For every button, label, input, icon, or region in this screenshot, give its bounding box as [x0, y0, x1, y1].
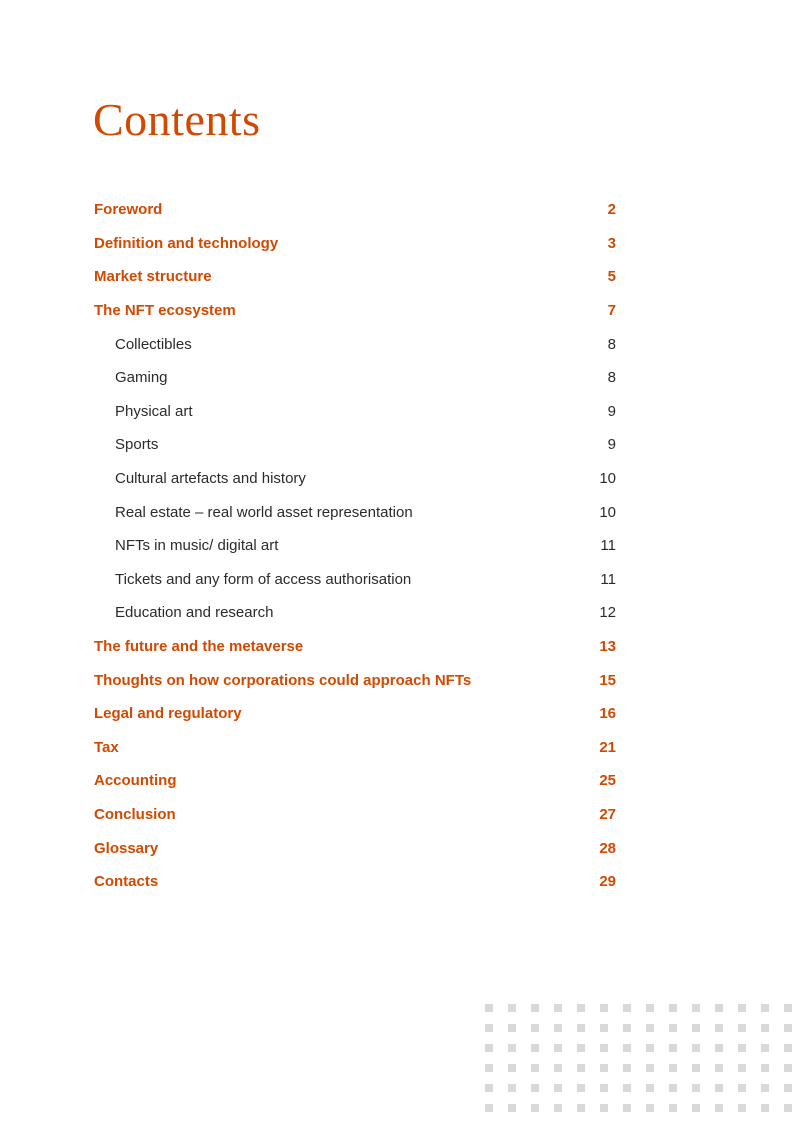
dot-square	[623, 1044, 631, 1052]
dot-square	[485, 1024, 493, 1032]
toc-entry[interactable]	[94, 361, 616, 395]
toc-entry-page-number: 29	[599, 873, 616, 891]
toc-entry-label[interactable]: Collectibles	[115, 335, 192, 353]
dot-square	[761, 1104, 769, 1112]
toc-entry-page-number: 2	[607, 201, 616, 219]
dot-square	[554, 1064, 562, 1072]
toc-entry-page-number: 11	[600, 537, 616, 555]
dot-square	[577, 1044, 585, 1052]
dot-square	[485, 1084, 493, 1092]
dot-square	[554, 1024, 562, 1032]
dot-square	[600, 1024, 608, 1032]
dot-square	[715, 1084, 723, 1092]
dot-square	[508, 1084, 516, 1092]
toc-entry[interactable]	[94, 798, 616, 832]
dot-square	[646, 1104, 654, 1112]
toc-entry-page-number: 3	[607, 234, 616, 252]
toc-entry-page-number: 8	[607, 335, 616, 353]
dot-grid-decoration	[485, 1004, 792, 1112]
dot-square	[761, 1064, 769, 1072]
dot-square	[485, 1044, 493, 1052]
dot-square	[738, 1004, 746, 1012]
toc-entry-page-number: 9	[607, 402, 616, 420]
toc-entry[interactable]	[94, 495, 616, 529]
dot-square	[577, 1064, 585, 1072]
table-of-contents	[94, 193, 616, 898]
dot-square	[508, 1044, 516, 1052]
dot-square	[531, 1004, 539, 1012]
toc-entry-label[interactable]: Definition and technology	[94, 234, 279, 252]
dot-square	[646, 1004, 654, 1012]
toc-entry-label[interactable]: Physical art	[115, 402, 193, 420]
dot-square	[692, 1064, 700, 1072]
dot-square	[554, 1044, 562, 1052]
dot-square	[623, 1104, 631, 1112]
toc-entry-label[interactable]: Contacts	[94, 873, 159, 891]
dot-square	[485, 1064, 493, 1072]
toc-entry-label[interactable]: Market structure	[94, 268, 212, 286]
dot-square	[646, 1044, 654, 1052]
toc-entry-label[interactable]: Conclusion	[94, 805, 176, 823]
toc-entry-label[interactable]: Tax	[94, 738, 119, 756]
dot-square	[692, 1104, 700, 1112]
dot-square	[531, 1044, 539, 1052]
dot-square	[577, 1004, 585, 1012]
dot-square	[669, 1104, 677, 1112]
toc-entry-label[interactable]: Glossary	[94, 839, 159, 857]
dot-square	[738, 1064, 746, 1072]
dot-square	[577, 1084, 585, 1092]
toc-entry[interactable]	[94, 865, 616, 899]
toc-entry-label[interactable]: Thoughts on how corporations could approach NFTs	[94, 671, 472, 689]
dot-square	[761, 1084, 769, 1092]
dot-square	[623, 1024, 631, 1032]
dot-square	[554, 1104, 562, 1112]
toc-entry-label[interactable]: Real estate – real world asset representation	[115, 503, 413, 521]
dot-square	[600, 1084, 608, 1092]
dot-square	[485, 1004, 493, 1012]
dot-square	[600, 1104, 608, 1112]
dot-square	[508, 1004, 516, 1012]
dot-square	[761, 1024, 769, 1032]
dot-square	[646, 1024, 654, 1032]
dot-square	[761, 1044, 769, 1052]
toc-entry[interactable]	[94, 395, 616, 429]
toc-entry-page-number: 9	[607, 436, 616, 454]
dot-square	[692, 1024, 700, 1032]
toc-entry[interactable]	[94, 630, 616, 664]
toc-entry[interactable]	[94, 529, 616, 563]
dot-square	[669, 1024, 677, 1032]
dot-square	[669, 1064, 677, 1072]
toc-entry-label[interactable]: The future and the metaverse	[94, 638, 304, 656]
dot-square	[715, 1044, 723, 1052]
dot-square	[623, 1064, 631, 1072]
page-title: Contents	[93, 94, 261, 145]
dot-square	[692, 1004, 700, 1012]
toc-entry-label[interactable]: Tickets and any form of access authorisation	[115, 570, 412, 588]
toc-entry[interactable]	[94, 697, 616, 731]
toc-entry[interactable]	[94, 731, 616, 765]
toc-entry-label[interactable]: NFTs in music/ digital art	[115, 537, 279, 555]
dot-square	[554, 1084, 562, 1092]
dot-square	[761, 1004, 769, 1012]
toc-entry[interactable]	[94, 428, 616, 462]
dot-square	[784, 1064, 792, 1072]
dot-square	[738, 1044, 746, 1052]
dot-square	[623, 1004, 631, 1012]
dot-square	[577, 1024, 585, 1032]
dot-square	[784, 1044, 792, 1052]
toc-entry-label[interactable]: Education and research	[115, 604, 274, 622]
toc-entry[interactable]	[94, 831, 616, 865]
toc-entry[interactable]	[94, 227, 616, 261]
dot-square	[600, 1044, 608, 1052]
toc-entry[interactable]	[94, 663, 616, 697]
dot-square	[784, 1084, 792, 1092]
dot-square	[531, 1084, 539, 1092]
toc-entry[interactable]	[94, 327, 616, 361]
toc-entry[interactable]	[94, 260, 616, 294]
toc-entry-page-number: 15	[599, 671, 616, 689]
toc-entry-page-number: 21	[599, 738, 616, 756]
dot-square	[738, 1024, 746, 1032]
toc-entry-label[interactable]: Cultural artefacts and history	[115, 470, 306, 488]
toc-entry[interactable]	[94, 462, 616, 496]
toc-entry-page-number: 28	[599, 839, 616, 857]
dot-square	[715, 1104, 723, 1112]
toc-entry-label[interactable]: Gaming	[115, 369, 168, 387]
dot-square	[554, 1004, 562, 1012]
toc-entry[interactable]	[94, 563, 616, 597]
toc-entry-page-number: 11	[600, 570, 616, 588]
toc-entry[interactable]	[94, 294, 616, 328]
dot-square	[784, 1004, 792, 1012]
toc-entry-page-number: 12	[599, 604, 616, 622]
dot-square	[508, 1064, 516, 1072]
dot-square	[577, 1104, 585, 1112]
toc-entry-page-number: 10	[599, 470, 616, 488]
toc-entry-label[interactable]: The NFT ecosystem	[94, 302, 236, 320]
dot-square	[738, 1104, 746, 1112]
dot-square	[485, 1104, 493, 1112]
toc-entry-page-number: 16	[599, 705, 616, 723]
dot-square	[508, 1104, 516, 1112]
toc-entry-page-number: 7	[607, 302, 616, 320]
toc-entry[interactable]	[94, 596, 616, 630]
dot-square	[692, 1084, 700, 1092]
toc-entry[interactable]	[94, 193, 616, 227]
dot-square	[715, 1024, 723, 1032]
toc-entry-page-number: 27	[599, 805, 616, 823]
dot-square	[600, 1004, 608, 1012]
dot-square	[669, 1044, 677, 1052]
dot-square	[669, 1004, 677, 1012]
dot-square	[623, 1084, 631, 1092]
toc-entry-page-number: 25	[599, 772, 616, 790]
dot-square	[531, 1064, 539, 1072]
toc-entry-page-number: 10	[599, 503, 616, 521]
dot-square	[715, 1004, 723, 1012]
dot-square	[600, 1064, 608, 1072]
toc-entry-label[interactable]: Sports	[115, 436, 159, 454]
toc-entry-label[interactable]: Legal and regulatory	[94, 705, 242, 723]
dot-square	[646, 1064, 654, 1072]
toc-entry-page-number: 8	[607, 369, 616, 387]
dot-square	[531, 1104, 539, 1112]
dot-square	[646, 1084, 654, 1092]
dot-square	[784, 1104, 792, 1112]
toc-entry-label[interactable]: Accounting	[94, 772, 177, 790]
dot-square	[669, 1084, 677, 1092]
dot-square	[715, 1064, 723, 1072]
dot-square	[531, 1024, 539, 1032]
toc-entry-page-number: 13	[599, 638, 616, 656]
dot-square	[508, 1024, 516, 1032]
dot-square	[738, 1084, 746, 1092]
toc-entry-label[interactable]: Foreword	[94, 201, 163, 219]
toc-entry-page-number: 5	[607, 268, 616, 286]
toc-entry[interactable]	[94, 764, 616, 798]
dot-square	[692, 1044, 700, 1052]
dot-square	[784, 1024, 792, 1032]
